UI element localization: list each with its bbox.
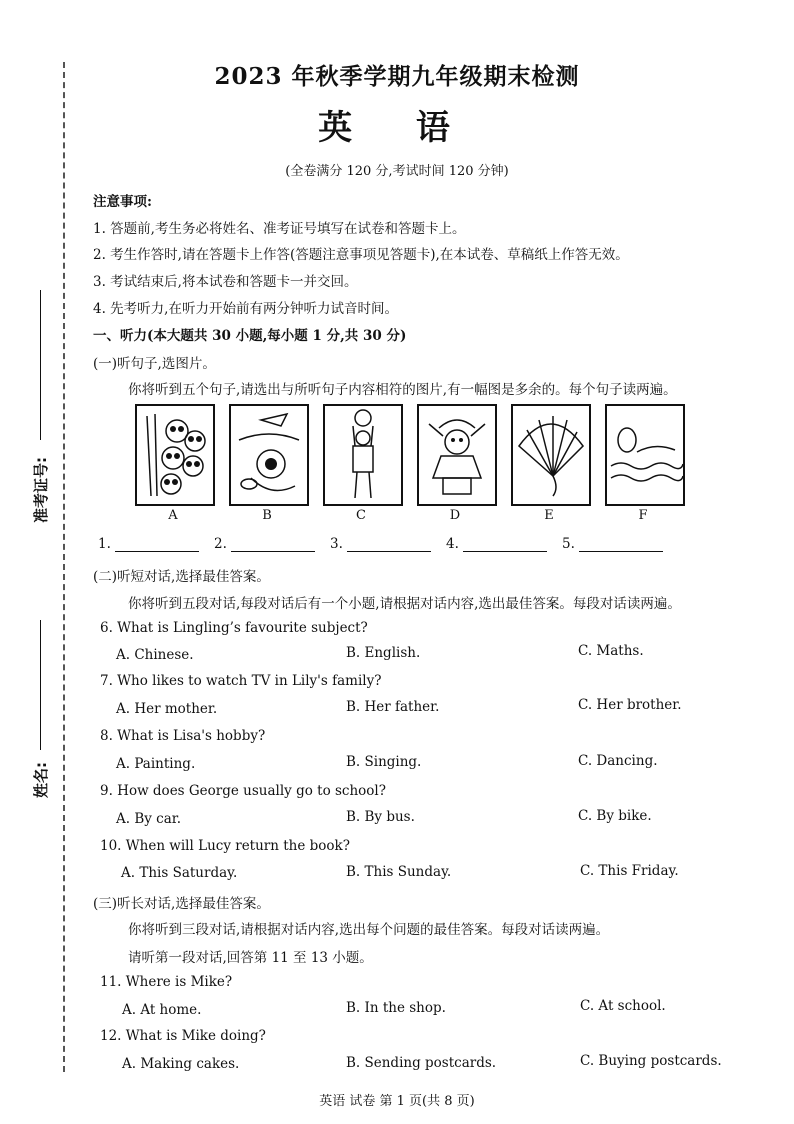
answer-blank[interactable]: 5. [562, 536, 663, 552]
option-c: C. Dancing. [578, 753, 658, 769]
question: 7. Who likes to watch TV in Lily's family? [100, 673, 382, 689]
part-instruction: 你将听到五段对话,每段对话后有一个小题,请根据对话内容,选出最佳答案。每段对话读两遍。 [128, 596, 681, 612]
question: 11. Where is Mike? [100, 974, 233, 990]
option-a: A. By car. [116, 811, 182, 827]
ticket-number-line [40, 290, 41, 440]
option-c: C. Maths. [578, 643, 644, 659]
option-b: B. English. [346, 645, 421, 661]
pandas-icon [135, 404, 215, 506]
part-sub-instruction: 请听第一段对话,回答第 11 至 13 小题。 [128, 950, 373, 966]
astronaut-icon [229, 404, 309, 506]
swimmer-icon [605, 404, 685, 506]
picture-label: B [262, 508, 272, 523]
option-b: B. Singing. [346, 754, 422, 770]
answer-blank[interactable]: 4. [446, 536, 547, 552]
note-item: 3. 考试结束后,将本试卷和答题卡一并交回。 [93, 274, 358, 290]
part-title: (二)听短对话,选择最佳答案。 [93, 569, 270, 585]
option-a: A. Her mother. [116, 701, 218, 717]
question: 6. What is Lingling’s favourite subject? [100, 620, 368, 636]
name-line [40, 620, 41, 750]
ticket-number-label: 准考证号: [31, 457, 50, 523]
fan-icon [511, 404, 591, 506]
option-a: A. Painting. [116, 756, 196, 772]
part-instruction: 你将听到五个句子,请选出与所听句子内容相符的图片,有一幅图是多余的。每个句子读两遍。 [128, 382, 677, 398]
option-b: B. By bus. [346, 809, 415, 825]
picture-label: A [168, 508, 178, 523]
option-b: B. In the shop. [346, 1000, 446, 1016]
option-a: A. This Saturday. [121, 865, 238, 881]
question: 8. What is Lisa's hobby? [100, 728, 266, 744]
option-a: A. Chinese. [116, 647, 194, 663]
part-instruction: 你将听到三段对话,请根据对话内容,选出每个问题的最佳答案。每段对话读两遍。 [128, 922, 610, 938]
option-c: C. Her brother. [578, 697, 682, 713]
answer-blank[interactable]: 3. [330, 536, 431, 552]
section-heading: 一、听力(本大题共 30 小题,每小题 1 分,共 30 分) [93, 328, 407, 344]
answer-blank[interactable]: 2. [214, 536, 315, 552]
question: 10. When will Lucy return the book? [100, 838, 350, 854]
exam-subject: 英 语 [318, 108, 476, 148]
option-b: B. Her father. [346, 699, 440, 715]
exam-title: 2023 年秋季学期九年级期末检测 [214, 63, 580, 90]
part-title: (一)听句子,选图片。 [93, 356, 216, 372]
opera-mask-icon [417, 404, 497, 506]
option-b: B. This Sunday. [346, 864, 452, 880]
answer-blank[interactable]: 1. [98, 536, 199, 552]
option-c: C. Buying postcards. [580, 1053, 722, 1069]
question: 9. How does George usually go to school? [100, 783, 386, 799]
picture-label: D [449, 508, 461, 523]
page-footer: 英语 试卷 第 1 页(共 8 页) [319, 1094, 475, 1109]
part-title: (三)听长对话,选择最佳答案。 [93, 896, 270, 912]
picture-label: E [544, 508, 554, 523]
option-b: B. Sending postcards. [346, 1055, 497, 1071]
binding-margin-line [63, 62, 65, 1072]
note-item: 4. 先考听力,在听力开始前有两分钟听力试音时间。 [93, 301, 398, 317]
note-item: 1. 答题前,考生务必将姓名、准考证号填写在试卷和答题卡上。 [93, 221, 466, 237]
picture-label: C [356, 508, 366, 523]
option-c: C. This Friday. [580, 863, 679, 879]
option-a: A. At home. [122, 1002, 202, 1018]
exam-info: (全卷满分 120 分,考试时间 120 分钟) [285, 164, 509, 179]
option-a: A. Making cakes. [122, 1056, 240, 1072]
note-item: 2. 考生作答时,请在答题卡上作答(答题注意事项见答题卡),在本试卷、草稿纸上作答无效。 [93, 247, 629, 263]
picture-label: F [638, 508, 648, 523]
name-label: 姓名: [31, 762, 50, 798]
option-c: C. By bike. [578, 808, 652, 824]
option-c: C. At school. [580, 998, 666, 1014]
question: 12. What is Mike doing? [100, 1028, 266, 1044]
basketball-player-icon [323, 404, 403, 506]
notes-heading: 注意事项: [93, 194, 152, 210]
picture-row [135, 404, 695, 524]
